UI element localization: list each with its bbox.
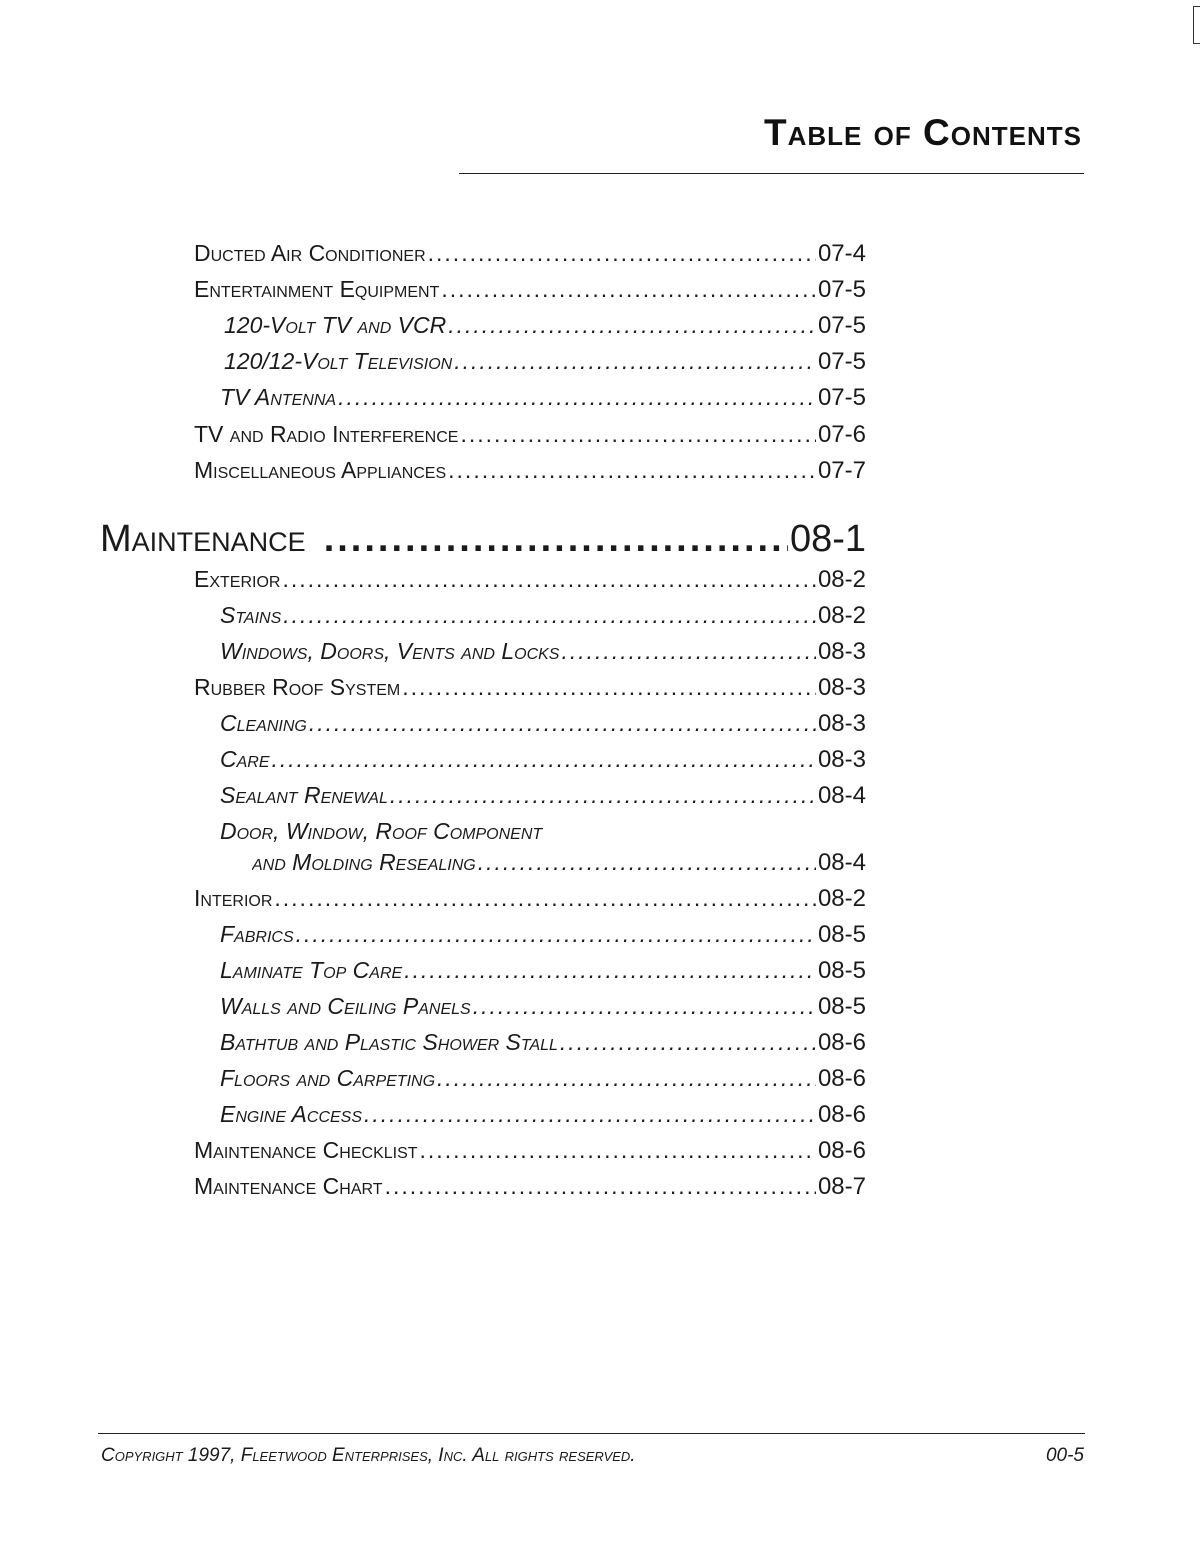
toc-entry-label: Laminate Top Care <box>220 957 403 983</box>
toc-entry-label: Care <box>220 746 270 772</box>
toc-entry-page: 08-5 <box>817 957 866 984</box>
toc-entry-label: Interior <box>194 885 273 911</box>
toc-entry-page: 08-2 <box>817 566 866 593</box>
toc-entry-label: Windows, Doors, Vents and Locks <box>220 638 560 664</box>
toc-entry-page: 08-2 <box>817 885 866 912</box>
copyright-notice: Copyright 1997, Fleetwood Enterprises, Inc. All rights reserved. <box>101 1445 636 1466</box>
dot-leader <box>283 602 816 629</box>
dot-leader <box>272 746 816 773</box>
page-title: Table of Contents <box>764 112 1082 153</box>
dot-leader <box>561 638 815 665</box>
toc-entry-page: 08-3 <box>817 638 866 665</box>
toc-entry-label: TV and Radio Interference <box>194 421 459 447</box>
toc-entry-label-first-line: Door, Window, Roof Component <box>220 818 543 844</box>
toc-entry-care[interactable] <box>220 746 866 774</box>
toc-entry-exterior[interactable] <box>194 566 866 594</box>
dot-leader <box>454 348 816 375</box>
toc-entry-label: 120-Volt TV and VCR <box>224 312 447 338</box>
toc-entry-page: 07-7 <box>817 457 866 484</box>
toc-entry-sealant-renewal[interactable] <box>220 782 866 810</box>
toc-entry-page: 08-6 <box>817 1029 866 1056</box>
toc-entry-floors-carpeting[interactable] <box>220 1065 866 1093</box>
dot-leader <box>448 457 816 484</box>
toc-entry-tv-radio-interference[interactable] <box>194 421 866 449</box>
toc-entry-page: 08-4 <box>817 849 866 876</box>
toc-section-label: Maintenance <box>100 518 306 560</box>
dot-leader <box>296 921 816 948</box>
toc-entry-stains[interactable] <box>220 602 866 630</box>
toc-entry-windows-doors-vents-locks[interactable] <box>220 638 866 666</box>
dot-leader <box>437 1065 816 1092</box>
toc-entry-page: 07-5 <box>817 312 866 339</box>
toc-entry-bathtub-shower-stall[interactable] <box>220 1029 866 1057</box>
dot-leader <box>364 1101 816 1128</box>
toc-entry-page: 07-4 <box>817 240 866 267</box>
toc-entry-maintenance-checklist[interactable] <box>194 1137 866 1165</box>
dot-leader <box>473 993 816 1020</box>
toc-entry-page: 08-3 <box>817 674 866 701</box>
dot-leader <box>338 384 816 411</box>
toc-entry-label: TV Antenna <box>220 384 337 410</box>
toc-entry-label: Sealant Renewal <box>220 782 388 808</box>
page-number: 00-5 <box>1045 1445 1084 1466</box>
dot-leader <box>441 276 816 303</box>
toc-entry-label: 120/12-Volt Television <box>224 348 453 374</box>
toc-entry-label: Cleaning <box>220 710 307 736</box>
toc-entry-label: and Molding Resealing <box>252 849 476 875</box>
toc-entry-page: 08-5 <box>817 993 866 1020</box>
title-rule <box>459 173 1084 174</box>
toc-entry-label: Floors and Carpeting <box>220 1065 436 1091</box>
toc-entry-laminate-top-care[interactable] <box>220 957 866 985</box>
toc-section-page: 08-1 <box>789 518 866 560</box>
toc-entry-ducted-air-conditioner[interactable] <box>194 240 866 268</box>
toc-entry-tv-antenna[interactable] <box>220 384 866 412</box>
toc-entry-label: Maintenance Checklist <box>194 1137 418 1163</box>
dot-leader <box>282 566 815 593</box>
toc-entry-label: Fabrics <box>220 921 294 947</box>
toc-entry-120-12-volt-television[interactable] <box>224 348 866 376</box>
toc-entry-page: 07-5 <box>817 384 866 411</box>
toc-entry-page: 08-2 <box>817 602 866 629</box>
toc-entry-page: 08-3 <box>817 746 866 773</box>
footer-rule <box>98 1433 1085 1434</box>
scan-edge-mark <box>1193 6 1200 44</box>
dot-leader <box>404 957 816 984</box>
toc-entry-120-volt-tv[interactable] <box>224 312 866 340</box>
toc-entry-label: Ducted Air Conditioner <box>194 240 426 266</box>
toc-entry-label: Maintenance Chart <box>194 1173 383 1199</box>
dot-leader <box>274 885 816 912</box>
toc-entry-label: Walls and Ceiling Panels <box>220 993 471 1019</box>
toc-entry-cleaning[interactable] <box>220 710 866 738</box>
toc-entry-miscellaneous-appliances[interactable] <box>194 457 866 485</box>
dot-leader <box>478 849 816 876</box>
toc-entry-label: Miscellaneous Appliances <box>194 457 447 483</box>
dot-leader <box>448 312 816 339</box>
toc-entry-page: 08-3 <box>817 710 866 737</box>
dot-leader <box>420 1137 816 1164</box>
dot-leader <box>560 1029 816 1056</box>
toc-entry-label: Stains <box>220 602 282 628</box>
dot-leader <box>402 674 816 701</box>
toc-entry-page: 07-6 <box>817 421 866 448</box>
toc-entry-label: Bathtub and Plastic Shower Stall <box>220 1029 558 1055</box>
toc-entry-page: 08-6 <box>817 1137 866 1164</box>
toc-entry-label: Engine Access <box>220 1101 363 1127</box>
toc-entry-label: Rubber Roof System <box>194 674 401 700</box>
toc-entry-page: 08-4 <box>817 782 866 809</box>
toc-entry-page: 08-6 <box>817 1101 866 1128</box>
toc-section-maintenance[interactable] <box>100 518 866 561</box>
dot-leader <box>324 518 788 561</box>
toc-entry-engine-access[interactable] <box>220 1101 866 1129</box>
dot-leader <box>460 421 815 448</box>
dot-leader <box>390 782 816 809</box>
toc-entry-door-window-roof-resealing[interactable] <box>252 849 866 877</box>
toc-entry-page: 08-5 <box>817 921 866 948</box>
toc-entry-page: 07-5 <box>817 348 866 375</box>
toc-entry-fabrics[interactable] <box>220 921 866 949</box>
toc-entry-maintenance-chart[interactable] <box>194 1173 866 1201</box>
toc-entry-page: 08-7 <box>817 1173 866 1200</box>
toc-entry-walls-ceiling-panels[interactable] <box>220 993 866 1021</box>
dot-leader <box>309 710 816 737</box>
toc-entry-label: Exterior <box>194 566 281 592</box>
toc-entry-label: Entertainment Equipment <box>194 276 440 302</box>
toc-entry-entertainment-equipment[interactable] <box>194 276 866 304</box>
toc-entry-page: 08-6 <box>817 1065 866 1092</box>
dot-leader <box>385 1173 816 1200</box>
toc-entry-rubber-roof-system[interactable] <box>194 674 866 702</box>
dot-leader <box>428 240 816 267</box>
toc-entry-interior[interactable] <box>194 885 866 913</box>
toc-entry-page: 07-5 <box>817 276 866 303</box>
